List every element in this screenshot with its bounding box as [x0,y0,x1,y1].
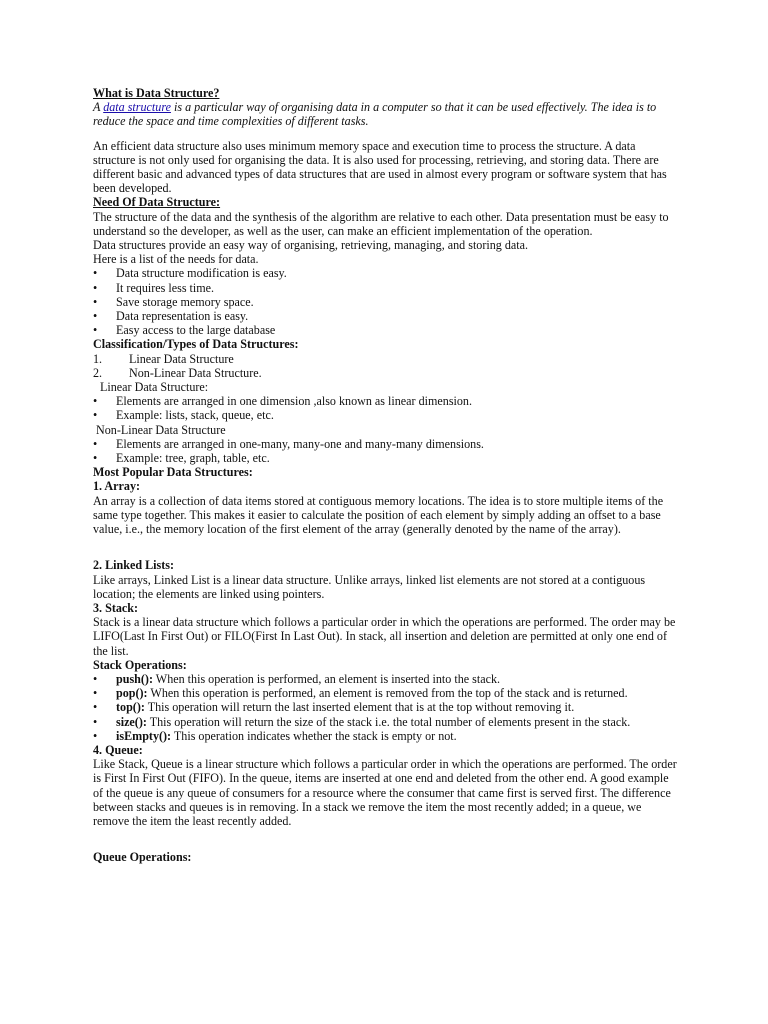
list-item [93,672,678,686]
list-item: • Data structure modification is easy. [93,266,678,280]
list-item [93,715,678,729]
definition-prefix: A [93,100,101,115]
list-item [93,686,678,700]
list-item: • Data representation is easy. [93,309,678,323]
list-item: • Elements are arranged in one-many, many-one and many-many dimensions. [93,437,678,451]
types-list [93,352,678,380]
intro-paragraph: An efficient data structure also uses minimum memory space and execution time to process the structure. A data structure is not only used for organising the data. It is also used for processing, retrieving, and storing data. There are different basic and advanced types of data structures that are used in almost every program or software system that has been developed. [93,138,667,196]
list-item [93,352,678,366]
op-name: pop(): [116,686,148,701]
need-paragraph-2: Data structures provide an easy way of organising, retrieving, managing, and storing data. [93,238,529,253]
linear-label: Linear Data Structure: [100,380,209,395]
list-item: • It requires less time. [93,281,678,295]
op-desc: When this operation is performed, an element is inserted into the stack. [155,671,501,686]
list-item: • Save storage memory space. [93,295,678,309]
list-item: • Example: lists, stack, queue, etc. [93,408,678,422]
array-paragraph: An array is a collection of data items stored at contiguous memory locations. The idea is to store multiple items of the same type together. This makes it easier to calculate the position of each element by simply adding an offset to a base value, i.e., the memory location of the first element of the array (generally denoted by the name of the array). [93,493,664,537]
op-desc: When this operation is performed, an element is removed from the top of the stack and is returned. [150,686,628,701]
heading-stack-operations: Stack Operations: [93,657,187,672]
op-desc: This operation will return the size of the stack i.e. the total number of elements present in the stack. [149,714,631,729]
stack-operations-list [93,672,678,743]
definition-paragraph [93,100,678,128]
heading-classification: Classification/Types of Data Structures: [93,337,299,352]
list-label: Linear Data Structure [129,351,234,366]
list-item: • Example: tree, graph, table, etc. [93,451,678,465]
needs-list [93,266,678,337]
heading-most-popular: Most Popular Data Structures: [93,465,253,480]
op-name: isEmpty(): [116,728,172,743]
linear-list [93,394,678,422]
queue-paragraph: Like Stack, Queue is a linear structure which follows a particular order in which the operations are performed. The order is First In First Out (FIFO). In the queue, items are inserted at one end and deleted from the other end. A good example of the queue is any queue of consumers for a resource where the consumer that came first is served first. The difference between stacks and queues is in removing. In a stack we remove the item the most recently added; in a queue, we remove the item the least recently added. [93,757,677,828]
list-label: Non-Linear Data Structure. [129,365,262,380]
heading-what-is-data-structure: What is Data Structure? [93,86,220,100]
nonlinear-label: Non-Linear Data Structure [96,422,226,437]
op-name: size(): [116,714,147,729]
list-item: • Easy access to the large database [93,323,678,337]
linked-paragraph: Like arrays, Linked List is a linear data structure. Unlike arrays, linked list elements are not stored at a contiguous location; the elements are linked using pointers. [93,572,646,601]
stack-paragraph: Stack is a linear data structure which follows a particular order in which the operations are performed. The order may be LIFO(Last In First Out) or FILO(First In Last Out). In stack, all insertion and deletion are permitted at only one end of the list. [93,615,676,658]
need-paragraph-1: The structure of the data and the synthesis of the algorithm are relative to each other. Data presentation must be easy to understand so the developer, as well as the user, can make an efficient implementation of the operation. [93,209,669,238]
heading-need-of-data-structure: Need Of Data Structure: [93,195,221,210]
list-number: 1. [93,351,103,366]
heading-queue: 4. Queue: [93,742,143,757]
op-name: top(): [116,700,145,715]
list-item [93,729,678,743]
list-item [93,700,678,714]
heading-queue-operations: Queue Operations: [93,850,192,865]
heading-array: 1. Array: [93,479,141,494]
data-structure-link[interactable]: data structure [103,100,171,115]
list-item [93,366,678,380]
op-name: push(): [116,671,153,686]
op-desc: This operation indicates whether the stack is empty or not. [173,728,457,743]
list-number: 2. [93,365,103,380]
heading-stack: 3. Stack: [93,600,139,615]
op-desc: This operation will return the last inserted element that is at the top without removing it. [147,700,575,715]
nonlinear-list [93,437,678,465]
need-paragraph-3: Here is a list of the needs for data. [93,252,259,267]
heading-linked-lists: 2. Linked Lists: [93,558,174,573]
list-item: • Elements are arranged in one dimension ,also known as linear dimension. [93,394,678,408]
definition-text: is a particular way of organising data in a computer so that it can be used effectively. The idea is to reduce the space and time complexities of different tasks. [93,100,657,129]
